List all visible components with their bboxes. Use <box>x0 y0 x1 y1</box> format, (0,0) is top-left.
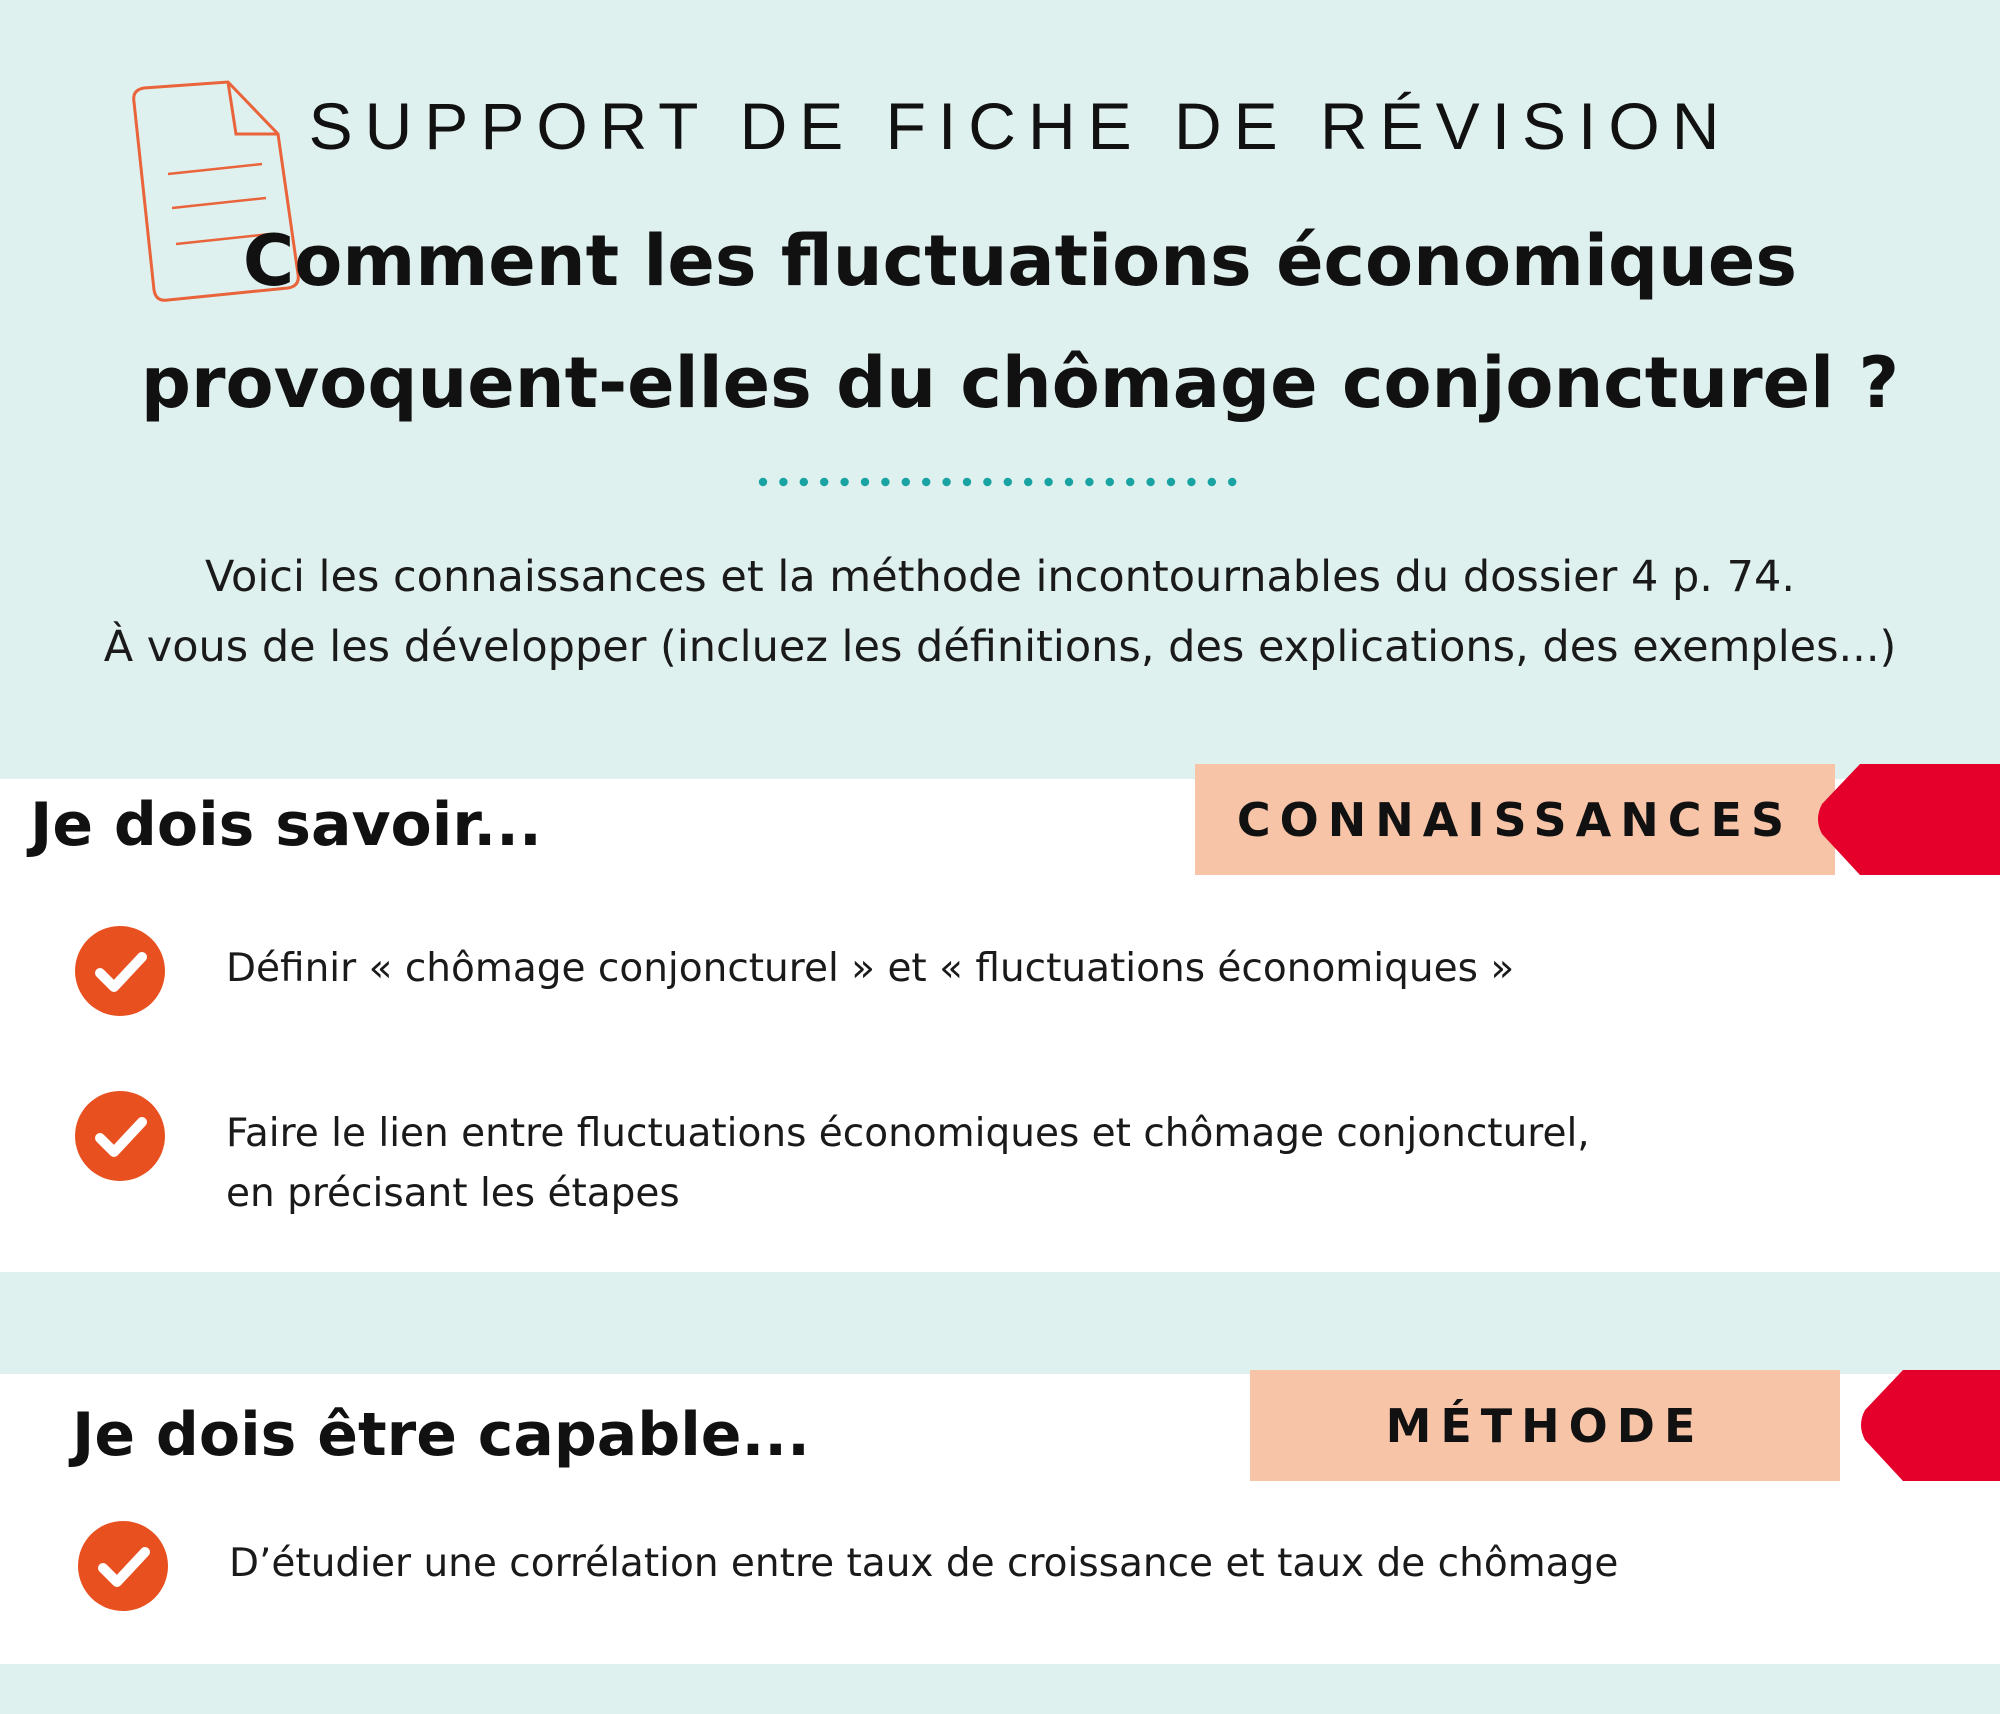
list-item <box>77 1520 1618 1612</box>
check-icon <box>74 925 166 1017</box>
dotted-divider <box>755 474 1255 490</box>
method-heading: Je dois être capable... <box>72 1400 810 1470</box>
divider-dot <box>1228 478 1236 486</box>
divider-dot <box>1004 478 1012 486</box>
knowledge-tag <box>1195 764 1835 875</box>
header-kicker: SUPPORT DE FICHE DE RÉVISION <box>308 89 1732 163</box>
title-line-2: provoquent-elles du chômage conjoncturel ? <box>140 342 1900 424</box>
intro-text <box>40 542 1960 682</box>
divider-dot <box>1126 478 1134 486</box>
ribbon-icon <box>1810 764 2000 875</box>
check-icon <box>77 1520 169 1612</box>
item-text <box>229 1520 1618 1594</box>
check-icon <box>74 1090 166 1182</box>
divider-dot <box>1146 478 1154 486</box>
divider-dot <box>1044 478 1052 486</box>
list-item <box>74 1090 1590 1224</box>
divider-dot <box>983 478 991 486</box>
divider-dot <box>1208 478 1216 486</box>
list-item <box>74 925 1514 1017</box>
divider-dot <box>881 478 889 486</box>
knowledge-heading: Je dois savoir... <box>30 790 542 860</box>
method-tag-label: MÉTHODE <box>1385 1398 1705 1453</box>
divider-dot <box>1065 478 1073 486</box>
divider-dot <box>779 478 787 486</box>
divider-dot <box>942 478 950 486</box>
page-title <box>120 200 1920 444</box>
divider-dot <box>1085 478 1093 486</box>
divider-dot <box>1187 478 1195 486</box>
divider-dot <box>840 478 848 486</box>
divider-dot <box>861 478 869 486</box>
item-text-line: Définir « chômage conjoncturel » et « fluctuations économiques » <box>226 946 1515 991</box>
divider-dot <box>1106 478 1114 486</box>
divider-dot <box>759 478 767 486</box>
divider-dot <box>963 478 971 486</box>
divider-dot <box>1024 478 1032 486</box>
divider-dot <box>800 478 808 486</box>
divider-dot <box>820 478 828 486</box>
ribbon-icon <box>1855 1370 2000 1481</box>
title-line-1: Comment les fluctuations économiques <box>242 220 1798 302</box>
item-text <box>226 1090 1590 1224</box>
item-text-line: en précisant les étapes <box>226 1171 680 1216</box>
divider-dot <box>902 478 910 486</box>
divider-dot <box>1167 478 1175 486</box>
knowledge-tag-label: CONNAISSANCES <box>1236 792 1794 847</box>
item-text <box>226 925 1514 999</box>
intro-line-2: À vous de les développer (incluez les définitions, des explications, des exemples...) <box>103 622 1897 672</box>
item-text-line: Faire le lien entre fluctuations économiques et chômage conjoncturel, <box>226 1111 1590 1156</box>
divider-dot <box>922 478 930 486</box>
item-text-line: D’étudier une corrélation entre taux de croissance et taux de chômage <box>229 1541 1619 1586</box>
intro-line-1: Voici les connaissances et la méthode incontournables du dossier 4 p. 74. <box>204 552 1796 602</box>
method-tag <box>1250 1370 1840 1481</box>
